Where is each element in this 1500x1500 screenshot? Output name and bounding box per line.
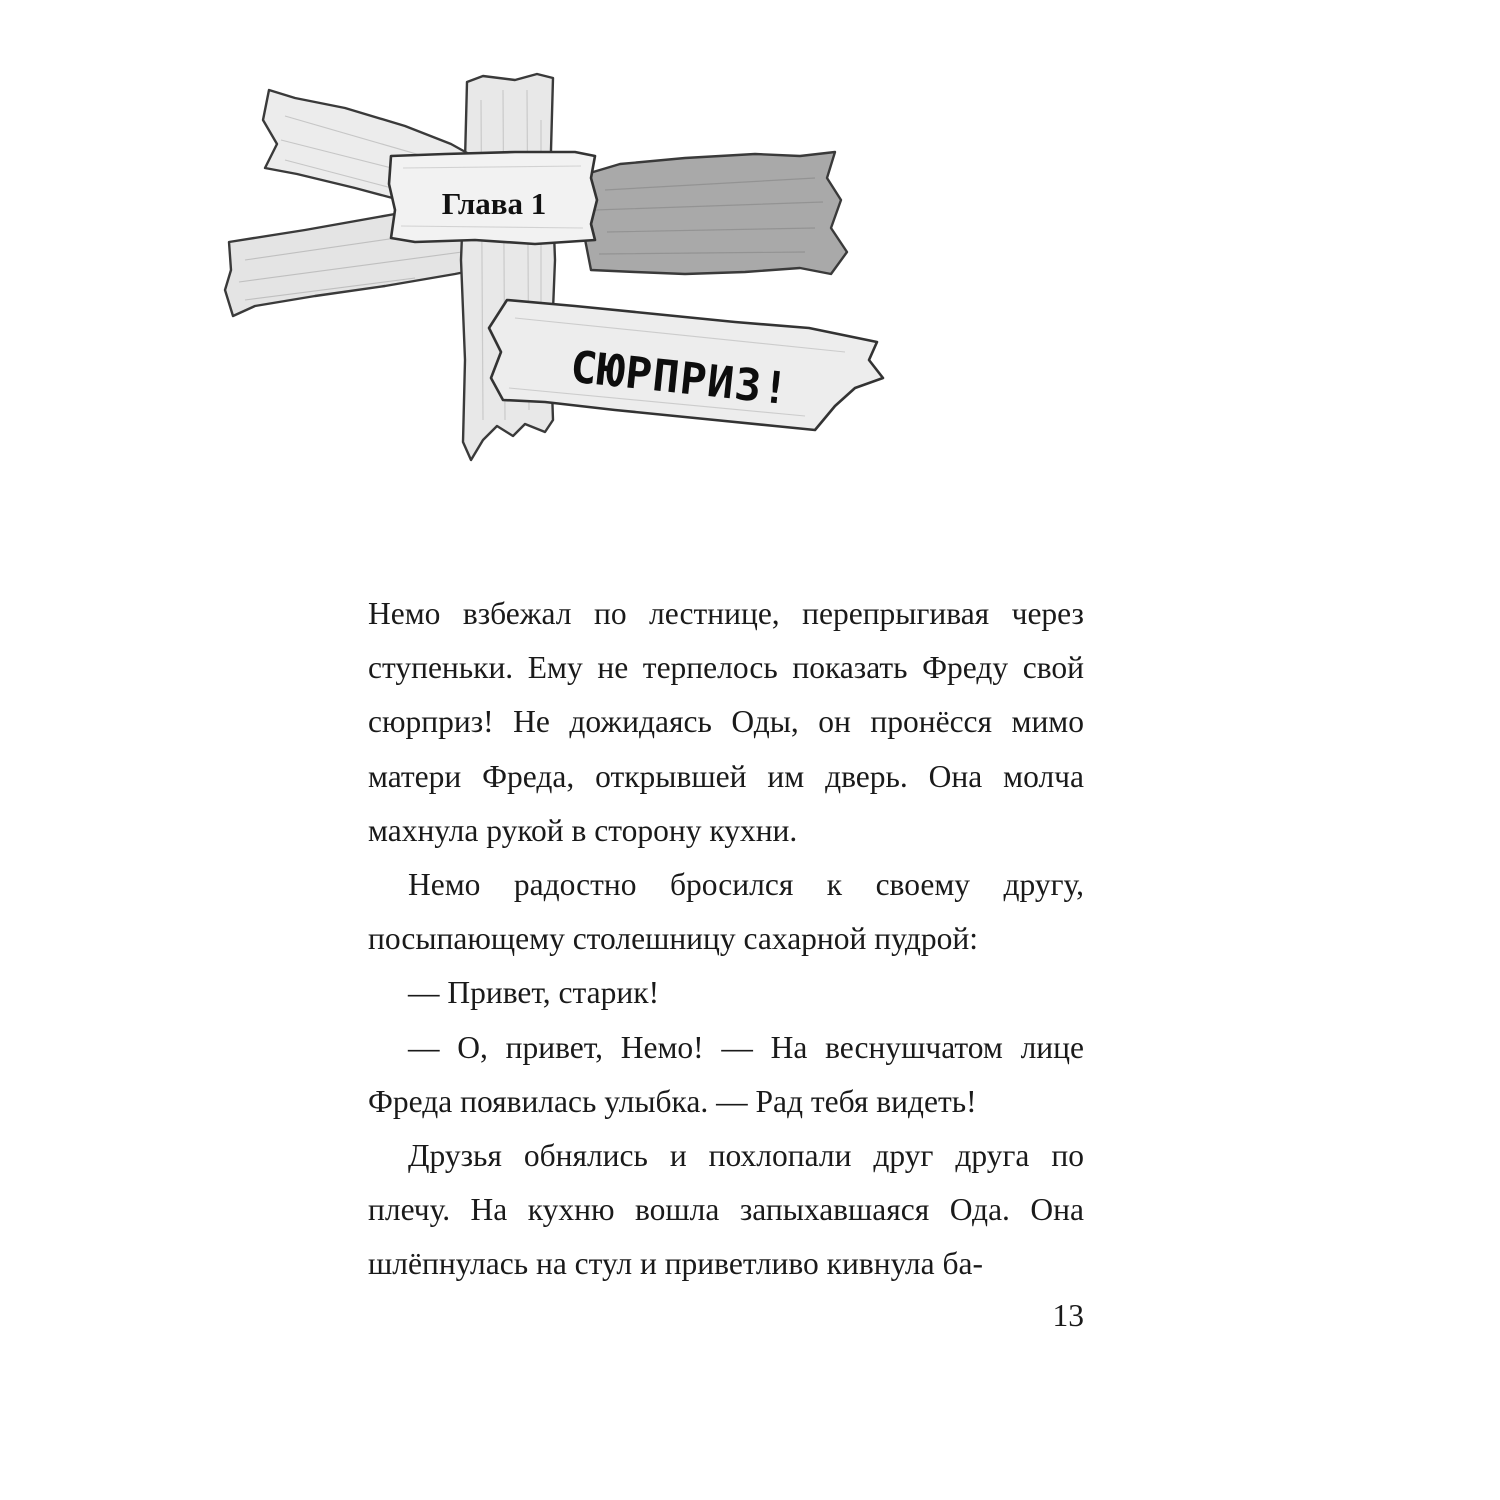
wooden-signpost-icon	[215, 60, 905, 500]
paragraph: Друзья обнялись и похлопали друг друга по плечу. На кухню вошла запыхавшаяся Ода. Она шлёпнулась на стул и приветливо кивнула ба-	[368, 1138, 1084, 1282]
body-text	[368, 587, 1084, 1292]
paragraph: — Привет, старик!	[408, 975, 660, 1011]
chapter-title: СЮРПРИЗ!	[568, 341, 793, 416]
paragraph: Немо радостно бросился к своему другу, посыпающему столешницу сахарной пудрой:	[368, 867, 1084, 957]
page-number: 13	[1052, 1298, 1084, 1333]
plank-back-right	[573, 152, 847, 274]
paragraph: — О, привет, Немо! — На веснушчатом лице Фреда появилась улыбка. — Рад тебя видеть!	[368, 1029, 1084, 1119]
chapter-label: Глава 1	[441, 186, 547, 221]
paragraph: Немо взбежал по лестнице, перепрыгивая через ступеньки. Ему не терпелось показать Фреду свой сюрприз! Не дожидаясь Оды, он пронёсся мимо матери Фреда, открывшей им дверь. Она молча махнула рукой в сторону кухни.	[368, 596, 1084, 848]
